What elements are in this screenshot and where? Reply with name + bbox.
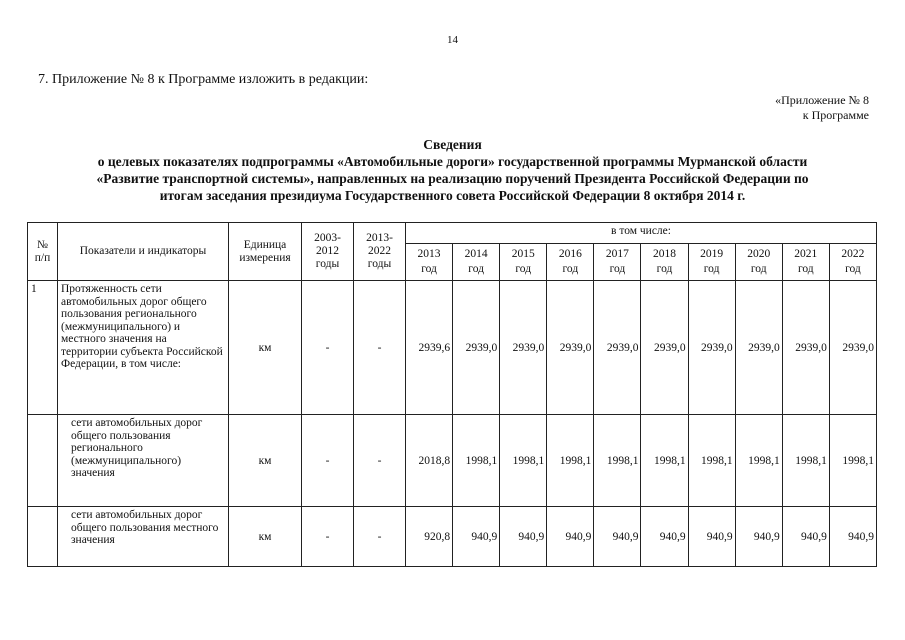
period-2013-2022-cell: - xyxy=(354,415,406,507)
value-cell: 1998,1 xyxy=(547,415,594,507)
page-number: 14 xyxy=(447,34,458,46)
value-cell: 1998,1 xyxy=(829,415,876,507)
table-row xyxy=(28,507,877,567)
value-cell: 940,9 xyxy=(688,507,735,567)
header-year: 2020 год xyxy=(735,244,782,281)
period-2003-2012-cell: - xyxy=(302,281,354,415)
row-number-cell: 1 xyxy=(28,281,58,415)
value-cell: 1998,1 xyxy=(688,415,735,507)
header-year: 2016 год xyxy=(547,244,594,281)
unit-cell: км xyxy=(229,281,302,415)
value-cell: 2939,0 xyxy=(688,281,735,415)
header-year: 2018 год xyxy=(641,244,688,281)
value-cell: 920,8 xyxy=(406,507,453,567)
heading-line-2: «Развитие транспортной системы», направленных на реализацию поручений Президента Российской Федерации по xyxy=(96,171,809,186)
header-including: в том числе: xyxy=(406,223,877,244)
document-heading xyxy=(30,136,875,204)
value-cell: 940,9 xyxy=(829,507,876,567)
header-unit: Единица измерения xyxy=(229,223,302,281)
row-number-cell xyxy=(28,415,58,507)
value-cell: 2939,0 xyxy=(500,281,547,415)
appendix-line-1: «Приложение № 8 xyxy=(775,93,869,107)
value-cell: 2939,0 xyxy=(453,281,500,415)
value-cell: 940,9 xyxy=(500,507,547,567)
header-year: 2019 год xyxy=(688,244,735,281)
header-indicator: Показатели и индикаторы xyxy=(58,223,229,281)
value-cell: 1998,1 xyxy=(641,415,688,507)
value-cell: 2939,0 xyxy=(735,281,782,415)
heading-line-3: итогам заседания президиума Государственного совета Российской Федерации 8 октября 2014 г. xyxy=(159,188,746,203)
value-cell: 940,9 xyxy=(547,507,594,567)
period-2003-2012-cell: - xyxy=(302,507,354,567)
period-2013-2022-cell: - xyxy=(354,507,406,567)
header-year: 2022 год xyxy=(829,244,876,281)
appendix-reference xyxy=(775,93,869,123)
value-cell: 1998,1 xyxy=(735,415,782,507)
value-cell: 1998,1 xyxy=(782,415,829,507)
indicator-cell: сети автомобильных дорог общего пользования регионального (межмуниципального) значения xyxy=(58,415,229,507)
value-cell: 2939,0 xyxy=(594,281,641,415)
unit-cell: км xyxy=(229,507,302,567)
value-cell: 1998,1 xyxy=(500,415,547,507)
value-cell: 1998,1 xyxy=(594,415,641,507)
value-cell: 940,9 xyxy=(641,507,688,567)
header-period-2013-2022: 2013-2022 годы xyxy=(354,223,406,281)
appendix-line-2: к Программе xyxy=(802,108,869,122)
header-period-2003-2012: 2003-2012 годы xyxy=(302,223,354,281)
header-year: 2015 год xyxy=(500,244,547,281)
indicator-cell: сети автомобильных дорог общего пользования местного значения xyxy=(58,507,229,567)
indicators-table xyxy=(27,222,877,567)
indicator-cell: Протяженность сети автомобильных дорог общего пользования регионального (межмуниципального) и местного значения на территории субъекта Российской Федерации, в том числе: xyxy=(58,281,229,415)
unit-cell: км xyxy=(229,415,302,507)
header-year: 2017 год xyxy=(594,244,641,281)
table-row xyxy=(28,415,877,507)
header-num: № п/п xyxy=(28,223,58,281)
value-cell: 2939,0 xyxy=(641,281,688,415)
value-cell: 940,9 xyxy=(594,507,641,567)
header-year: 2021 год xyxy=(782,244,829,281)
period-2013-2022-cell: - xyxy=(354,281,406,415)
header-year: 2014 год xyxy=(453,244,500,281)
heading-title: Сведения xyxy=(423,137,482,152)
instruction-text: 7. Приложение № 8 к Программе изложить в редакции: xyxy=(38,72,369,87)
period-2003-2012-cell: - xyxy=(302,415,354,507)
header-year: 2013 год xyxy=(406,244,453,281)
value-cell: 2939,0 xyxy=(829,281,876,415)
value-cell: 940,9 xyxy=(453,507,500,567)
value-cell: 2939,0 xyxy=(782,281,829,415)
value-cell: 940,9 xyxy=(735,507,782,567)
value-cell: 1998,1 xyxy=(453,415,500,507)
value-cell: 2939,0 xyxy=(547,281,594,415)
row-number-cell xyxy=(28,507,58,567)
heading-line-1: о целевых показателях подпрограммы «Автомобильные дороги» государственной программы Мурманской области xyxy=(97,154,808,169)
value-cell: 2018,8 xyxy=(406,415,453,507)
value-cell: 940,9 xyxy=(782,507,829,567)
value-cell: 2939,6 xyxy=(406,281,453,415)
table-row xyxy=(28,281,877,415)
